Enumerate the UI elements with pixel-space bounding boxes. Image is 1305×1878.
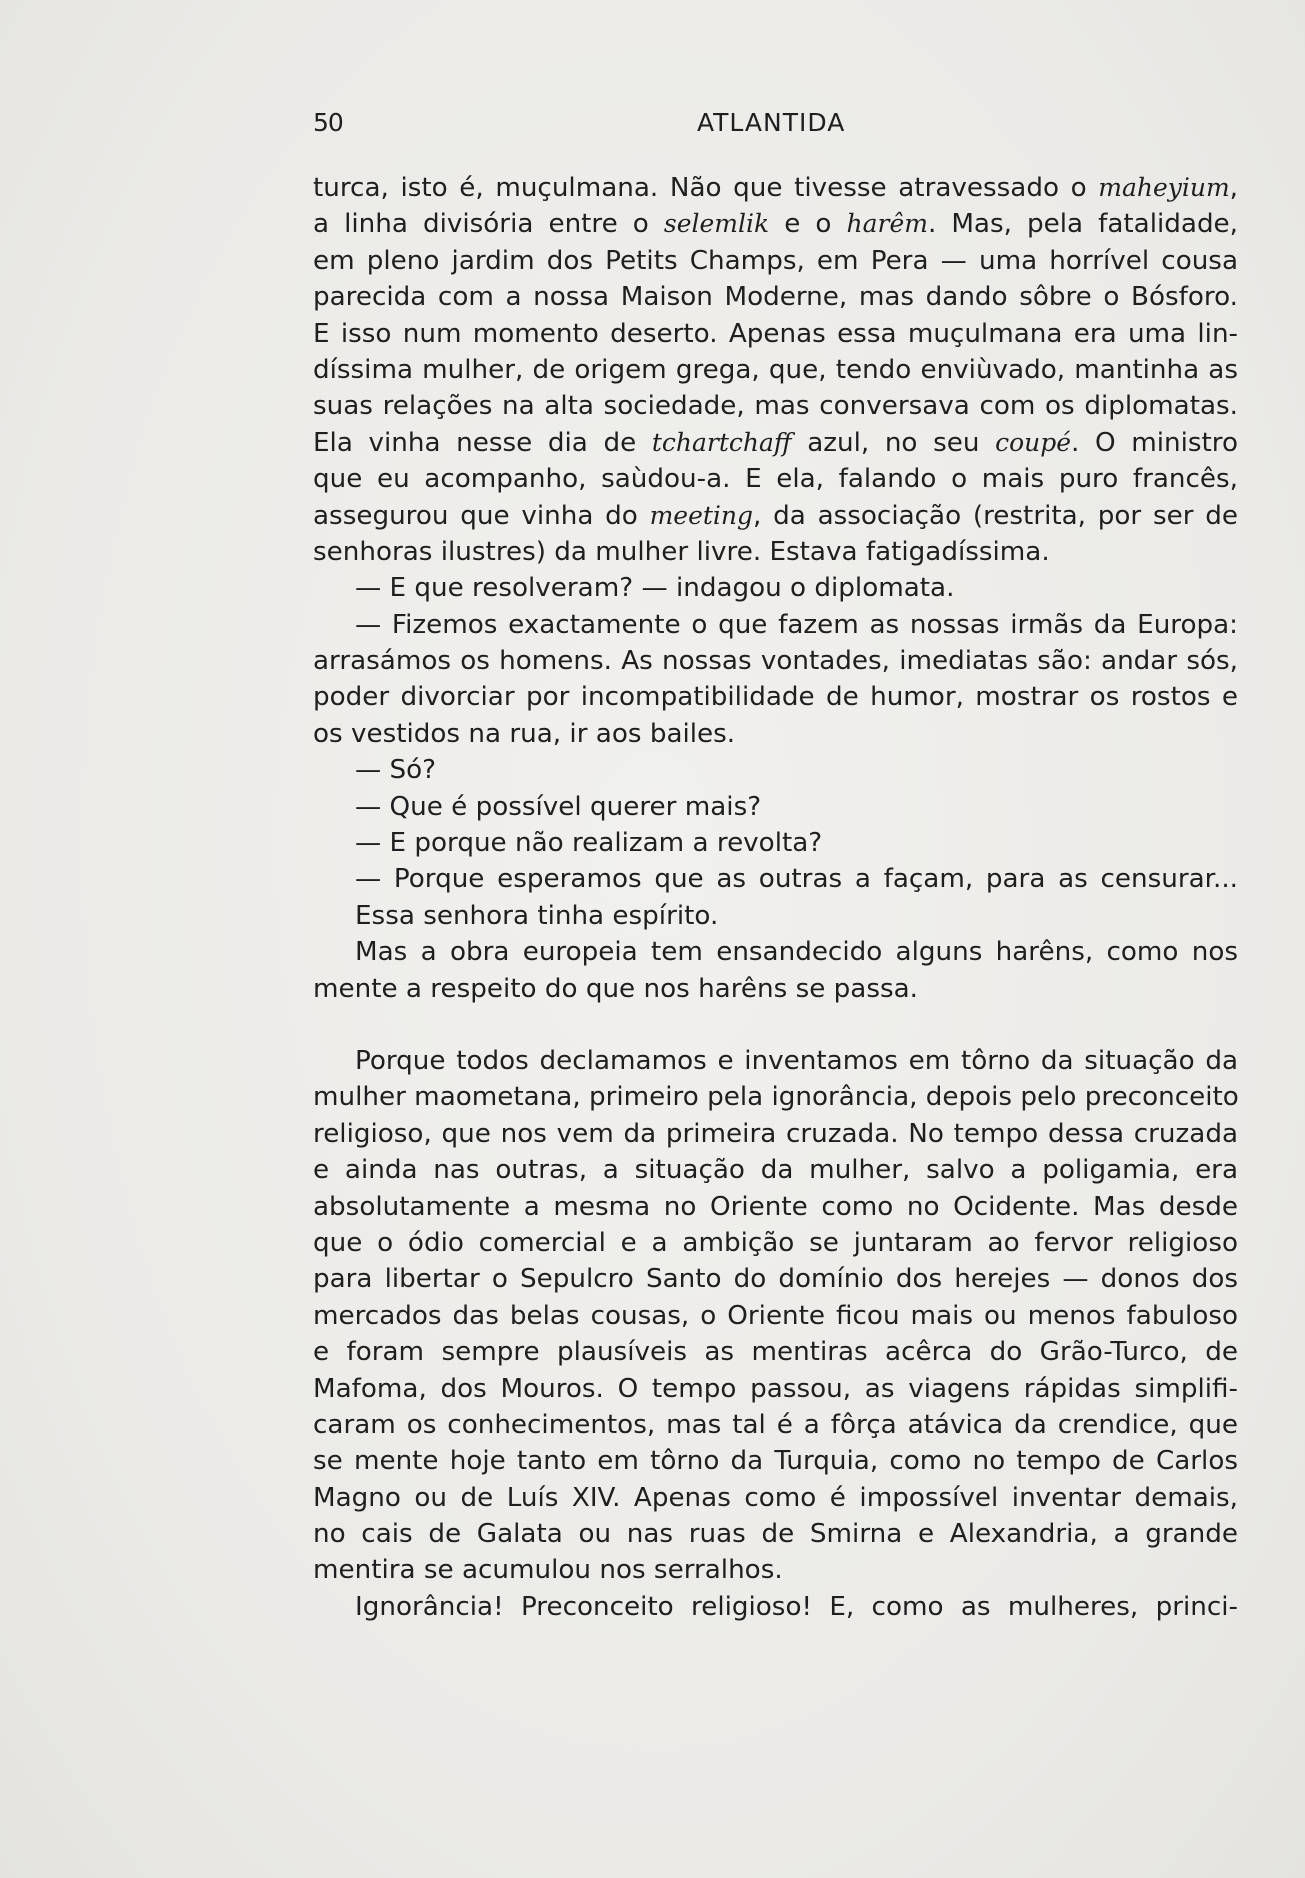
dialogue-line: [313, 643, 1238, 679]
text-segment: . Mas, pela fatalidade,: [927, 209, 1238, 240]
text-segment: e ainda nas outras, a situação da mulher, salvo a poligamia, era: [313, 1155, 1238, 1186]
paragraph-3: [313, 1043, 1238, 1589]
text-segment: parecida com a nossa Maison Moderne, mas dando sôbre o Bósforo.: [313, 282, 1238, 313]
dialogue-line: [313, 570, 1238, 606]
text-segment: Mafoma, dos Mouros. O tempo passou, as viagens rápidas simplifi-: [313, 1373, 1238, 1404]
text-segment: — Fizemos exactamente o que fazem as nossas irmãs da Europa:: [355, 609, 1238, 640]
text-segment: — E que resolveram? — indagou o diplomata.: [355, 573, 955, 604]
text-segment: para libertar o Sepulcro Santo do domínio dos herejes — donos dos: [313, 1264, 1238, 1295]
text-segment: Mas a obra europeia tem ensandecido alguns harêns, como nos: [355, 937, 1238, 968]
text-line: [313, 1298, 1238, 1334]
italic-term: coupé: [995, 427, 1072, 457]
text-line: [313, 461, 1238, 497]
text-line: [313, 1516, 1238, 1552]
text-segment: se mente hoje tanto em tôrno da Turquia, como no tempo de Carlos: [313, 1446, 1238, 1477]
text-line: [313, 898, 1238, 934]
text-line: [313, 1225, 1238, 1261]
text-line: [313, 316, 1238, 352]
text-line: [313, 498, 1238, 534]
dialogue-line: [313, 789, 1238, 825]
text-line: [313, 1443, 1238, 1479]
text-line: [313, 1334, 1238, 1370]
page-number: 50: [313, 108, 343, 137]
text-segment: religioso, que nos vem da primeira cruzada. No tempo dessa cruzada: [313, 1118, 1238, 1149]
text-segment: mente a respeito do que nos harêns se passa.: [313, 973, 918, 1004]
text-segment: — Porque esperamos que as outras a façam, para as censurar...: [355, 864, 1238, 895]
text-segment: Essa senhora tinha espírito.: [355, 900, 719, 931]
text-line: [313, 1552, 1238, 1588]
running-title: ATLANTIDA: [697, 108, 846, 137]
text-line: [313, 206, 1238, 242]
italic-term: tchartchaff: [651, 427, 792, 457]
text-segment: E isso num momento deserto. Apenas essa muçulmana era uma lin-: [313, 318, 1238, 349]
text-line: [313, 1261, 1238, 1297]
text-segment: senhoras ilustres) da mulher livre. Estava fatigadíssima.: [313, 536, 1050, 567]
text-segment: a linha divisória entre o: [313, 209, 664, 240]
text-line: [313, 971, 1238, 1007]
text-line: [313, 388, 1238, 424]
text-segment: caram os conhecimentos, mas tal é a fôrça atávica da crendice, que: [313, 1409, 1238, 1440]
text-line: [313, 1371, 1238, 1407]
text-segment: em pleno jardim dos Petits Champs, em Pera — uma horrível cousa: [313, 245, 1238, 276]
text-line: [313, 1079, 1238, 1115]
text-segment: suas relações na alta sociedade, mas conversava com os diplomatas.: [313, 391, 1238, 422]
text-segment: que o ódio comercial e a ambição se juntaram ao fervor religioso: [313, 1227, 1238, 1258]
text-segment: absolutamente a mesma no Oriente como no Ocidente. Mas desde: [313, 1191, 1238, 1222]
text-segment: mulher maometana, primeiro pela ignorância, depois pelo preconceito: [313, 1082, 1239, 1113]
text-segment: arrasámos os homens. As nossas vontades, imediatas são: andar sós,: [313, 646, 1238, 677]
text-segment: Porque todos declamamos e inventamos em tôrno da situação da: [355, 1045, 1238, 1076]
text-segment: azul, no seu: [791, 427, 996, 458]
text-segment: mercados das belas cousas, o Oriente ficou mais ou menos fabuloso: [313, 1300, 1238, 1331]
text-segment: no cais de Galata ou nas ruas de Smirna e Alexandria, a grande: [313, 1519, 1238, 1550]
body-text: [313, 170, 1238, 1625]
italic-term: harêm: [846, 209, 928, 239]
text-line: [313, 534, 1238, 570]
text-segment: Ignorância! Preconceito religioso! E, como as mulheres, princi-: [355, 1591, 1238, 1622]
text-segment: e o: [769, 209, 847, 240]
text-segment: — E porque não realizam a revolta?: [355, 828, 823, 859]
page-header: [313, 108, 1243, 148]
text-segment: díssima mulher, de origem grega, que, tendo enviùvado, mantinha as: [313, 354, 1238, 385]
text-segment: mentira se acumulou nos serralhos.: [313, 1555, 783, 1586]
paragraph-4: [313, 1589, 1238, 1625]
dialogue: [313, 570, 1238, 934]
dialogue-line: [313, 716, 1238, 752]
dialogue-line: [313, 752, 1238, 788]
text-segment: assegurou que vinha do: [313, 500, 650, 531]
text-segment: , da associação (restrita, por ser de: [753, 500, 1238, 531]
text-segment: ,: [1229, 173, 1238, 203]
text-line: [313, 1152, 1238, 1188]
text-segment: poder divorciar por incompatibilidade de humor, mostrar os rostos e: [313, 682, 1238, 713]
dialogue-line: [313, 607, 1238, 643]
text-line: [313, 1407, 1238, 1443]
dialogue-line: [313, 679, 1238, 715]
dialogue-line: [313, 825, 1238, 861]
text-line: [313, 279, 1238, 315]
text-line: [313, 1043, 1238, 1079]
paragraph-2: [313, 934, 1238, 1007]
paragraph-1: [313, 170, 1238, 570]
text-segment: que eu acompanho, saùdou-a. E ela, falando o mais puro francês,: [313, 464, 1238, 495]
text-line: [313, 425, 1238, 461]
italic-term: meeting: [649, 500, 754, 530]
text-segment: . O ministro: [1071, 427, 1239, 458]
italic-term: maheyium: [1098, 173, 1230, 202]
dialogue-line: [313, 861, 1238, 897]
text-line: [313, 1189, 1238, 1225]
paragraph-gap: [313, 1007, 1238, 1043]
text-line: [313, 243, 1238, 279]
text-line: [313, 1589, 1238, 1625]
text-segment: e foram sempre plausíveis as mentiras acêrca do Grão-Turco, de: [313, 1337, 1238, 1368]
text-segment: Ela vinha nesse dia de: [313, 427, 652, 458]
text-segment: os vestidos na rua, ir aos bailes.: [313, 718, 736, 749]
text-line: [313, 352, 1238, 388]
italic-term: selemlik: [663, 209, 770, 239]
text-line: [313, 1480, 1238, 1516]
text-line: [313, 934, 1238, 970]
text-segment: Magno ou de Luís XIV. Apenas como é impossível inventar demais,: [313, 1482, 1238, 1513]
text-line: [313, 1116, 1238, 1152]
text-segment: — Só?: [355, 755, 437, 786]
text-segment: turca, isto é, muçulmana. Não que tivesse atravessado o: [313, 173, 1099, 203]
text-segment: — Que é possível querer mais?: [355, 791, 762, 822]
text-line: [313, 170, 1238, 206]
